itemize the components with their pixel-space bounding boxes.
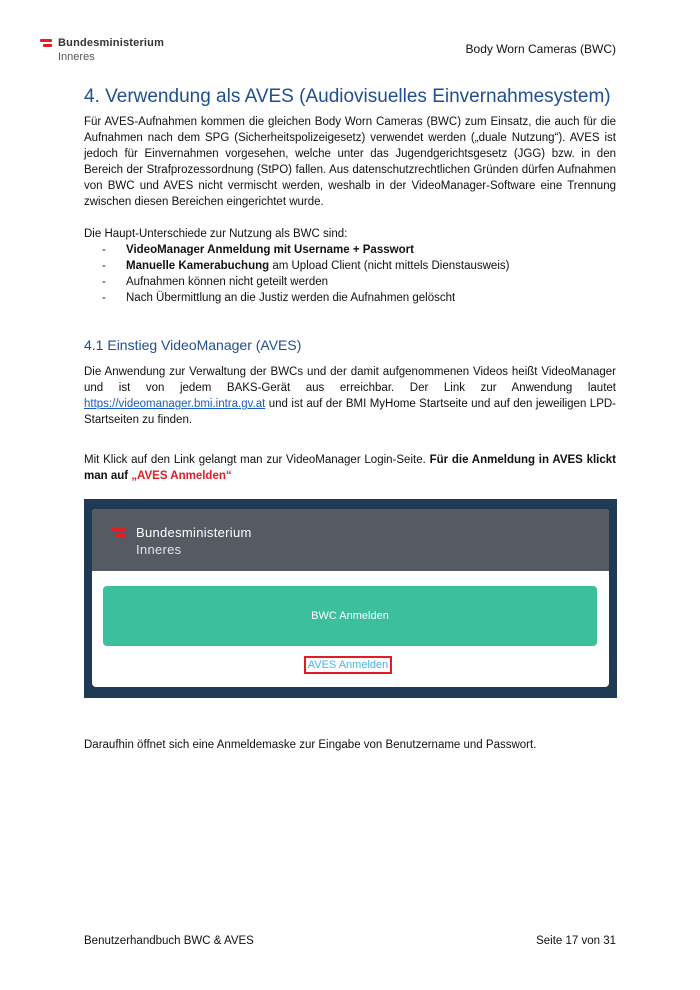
list-item: - VideoManager Anmeldung mit Username + Passwort — [102, 242, 616, 258]
login-screenshot — [84, 499, 617, 698]
main-content — [84, 86, 616, 484]
document-title: Body Worn Cameras (BWC) — [465, 42, 616, 56]
section-4-intro: Für AVES-Aufnahmen kommen die gleichen Body Worn Cameras (BWC) zum Einsatz, die auch für die Aufnahmen nach dem SPG (Sicherheitspolizeigesetz) verwendet werden („duale Nutzung“). AVES ist jedoch für Einvernahmen vorgesehen, welche unter das Jugendgerichtsgesetz (JGG) bzw. in den Bereich der Strafprozessordnung (StPO) fallen. Aus datenschutzrechtlichen Gründen dürfen Aufnahmen von BWC und AVES nicht vermischt werden, weshalb in der VideoManager-Software eine Trennung zwischen diesen Bereichen eingerichtet wurde. — [84, 116, 616, 208]
login-panel — [92, 509, 609, 687]
section-4-heading: 4. Verwendung als AVES (Audiovisuelles Einvernahmesystem) — [84, 86, 611, 107]
bwc-login-button[interactable]: BWC Anmelden — [103, 586, 597, 646]
login-header: Bundesministerium Inneres — [92, 509, 609, 571]
logo-name: Bundesministerium — [58, 37, 165, 49]
austria-flag-icon — [112, 527, 126, 539]
footer-title: Benutzerhandbuch BWC & AVES — [84, 935, 254, 947]
page-number: Seite 17 von 31 — [536, 935, 616, 947]
list-item: - Manuelle Kamerabuchung am Upload Client (nicht mittels Dienstausweis) — [102, 258, 616, 274]
login-instruction: Mit Klick auf den Link gelangt man zur VideoManager Login-Seite. Für die Anmeldung in AVES klickt man auf „AVES Anmelden“ — [84, 454, 616, 482]
section-4-1-paragraph: Die Anwendung zur Verwaltung der BWCs und der damit aufgenommenen Videos heißt VideoManager und ist von jedem BAKS-Gerät aus erreichbar. Der Link zur Anwendung lautet https://videomanager.bmi.intra.gv.at und ist auf der BMI MyHome Startseite und auf den jeweiligen LPD-Startseiten zu finden. — [84, 366, 616, 426]
logo-sub: Inneres — [58, 51, 95, 63]
aves-login-button[interactable]: AVES Anmelden — [304, 656, 392, 674]
list-item: - Nach Übermittlung an die Justiz werden die Aufnahmen gelöscht — [102, 290, 616, 306]
differences-intro: Die Haupt-Unterschiede zur Nutzung als BWC sind: — [84, 228, 348, 240]
list-item: - Aufnahmen können nicht geteilt werden — [102, 274, 616, 290]
videomanager-link[interactable]: https://videomanager.bmi.intra.gv.at — [84, 398, 266, 410]
after-login-text: Daraufhin öffnet sich eine Anmeldemaske zur Eingabe von Benutzername und Passwort. — [84, 739, 537, 751]
section-4-1-heading: 4.1 Einstieg VideoManager (AVES) — [84, 337, 302, 353]
differences-list — [84, 242, 616, 306]
austria-flag-icon — [40, 39, 52, 49]
